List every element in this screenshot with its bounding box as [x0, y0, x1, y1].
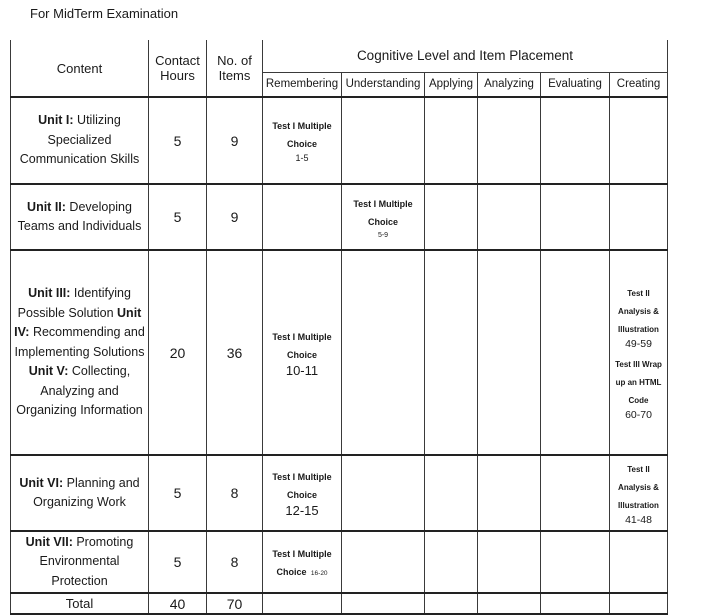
table-row-unit-2 — [11, 184, 668, 250]
understanding-cell — [342, 250, 425, 455]
creating-cell — [610, 250, 668, 455]
header-level-analyzing: Analyzing — [478, 72, 541, 97]
test-range: 5-9 — [377, 231, 389, 239]
test-placement — [263, 116, 341, 165]
items-cell: 9 — [207, 97, 263, 184]
header-level-understanding: Understanding — [342, 72, 425, 97]
contact-hours-cell: 20 — [149, 250, 207, 455]
evaluating-cell — [541, 250, 610, 455]
understanding-cell — [342, 455, 425, 531]
header-level-applying: Applying — [425, 72, 478, 97]
items-cell: 8 — [207, 455, 263, 531]
header-level-remembering: Remembering — [263, 72, 342, 97]
remembering-cell — [263, 531, 342, 593]
unit-entry — [19, 476, 139, 510]
table-row-unit-6 — [11, 455, 668, 531]
creating-cell — [610, 184, 668, 250]
test-range: 16-20 — [310, 570, 328, 577]
creating-cell — [610, 455, 668, 531]
understanding-cell — [342, 184, 425, 250]
contact-hours-cell: 5 — [149, 531, 207, 593]
creating-cell — [610, 97, 668, 184]
table-of-specifications — [10, 40, 668, 615]
test-title: Test I Multiple Choice — [272, 121, 332, 149]
test-placement — [263, 467, 341, 519]
contact-hours-cell: 5 — [149, 184, 207, 250]
remembering-cell — [263, 97, 342, 184]
understanding-cell — [342, 531, 425, 593]
test-placement — [263, 544, 341, 580]
unit-text: Promoting Environmental Protection — [39, 534, 134, 588]
test-range: 41-48 — [625, 514, 652, 526]
creating-cell — [610, 531, 668, 593]
header-cognitive-level-group: Cognitive Level and Item Placement — [263, 40, 668, 72]
header-content: Content — [11, 40, 149, 97]
table-row-units-3-4-5 — [11, 250, 668, 455]
unit-text: Collecting, Analyzing and Organizing Information — [16, 364, 143, 418]
test-placement — [610, 459, 667, 527]
test-placement — [263, 327, 341, 379]
total-items-cell: 70 — [207, 593, 263, 614]
unit-text: Utilizing Specialized Communication Skills — [19, 113, 140, 167]
test-placement — [610, 354, 667, 422]
unit-label: Unit II: — [27, 199, 66, 214]
unit-label: Unit III: — [28, 286, 71, 301]
evaluating-cell — [541, 593, 610, 614]
test-title: Test I Multiple Choice — [272, 331, 332, 360]
test-title: Test I Multiple Choice — [272, 549, 332, 577]
content-cell — [11, 455, 149, 531]
analyzing-cell — [478, 593, 541, 614]
analyzing-cell — [478, 184, 541, 250]
header-level-creating: Creating — [610, 72, 668, 97]
unit-entry — [18, 286, 131, 320]
remembering-cell — [263, 593, 342, 614]
remembering-cell — [263, 184, 342, 250]
unit-entry — [20, 113, 139, 166]
unit-label: Unit VII: — [25, 534, 73, 549]
test-title: Test II Analysis & Illustration — [618, 465, 659, 510]
analyzing-cell — [478, 455, 541, 531]
analyzing-cell — [478, 531, 541, 593]
understanding-cell — [342, 97, 425, 184]
unit-label: Unit I: — [38, 113, 74, 128]
document-title: For MidTerm Examination — [30, 6, 179, 21]
test-range: 12-15 — [285, 503, 319, 518]
test-range: 49-59 — [625, 338, 652, 350]
remembering-cell — [263, 250, 342, 455]
items-cell: 8 — [207, 531, 263, 593]
total-hours-cell: 40 — [149, 593, 207, 614]
applying-cell — [425, 455, 478, 531]
unit-text: Planning and Organizing Work — [33, 475, 140, 509]
test-range: 10-11 — [285, 362, 319, 378]
items-cell: 36 — [207, 250, 263, 455]
evaluating-cell — [541, 531, 610, 593]
unit-text: Developing Teams and Individuals — [17, 199, 142, 233]
table-row-unit-7 — [11, 531, 668, 593]
total-label-cell: Total — [11, 593, 149, 614]
applying-cell — [425, 97, 478, 184]
contact-hours-cell: 5 — [149, 97, 207, 184]
analyzing-cell — [478, 250, 541, 455]
test-range: 1-5 — [295, 153, 309, 163]
header-contact-hours: Contact Hours — [149, 40, 207, 97]
table-row-unit-1 — [11, 97, 668, 184]
creating-cell — [610, 593, 668, 614]
contact-hours-cell: 5 — [149, 455, 207, 531]
unit-entry — [16, 364, 142, 417]
applying-cell — [425, 250, 478, 455]
evaluating-cell — [541, 184, 610, 250]
unit-text: Identifying Possible Solution — [17, 286, 131, 320]
test-placement — [610, 283, 667, 351]
evaluating-cell — [541, 97, 610, 184]
content-cell — [11, 184, 149, 250]
unit-entry — [26, 535, 134, 588]
test-title: Test III Wrap up an HTML Code — [615, 360, 662, 405]
test-placement — [342, 194, 424, 241]
header-level-evaluating: Evaluating — [541, 72, 610, 97]
analyzing-cell — [478, 97, 541, 184]
header-row-top — [11, 40, 668, 72]
test-title: Test I Multiple Choice — [353, 198, 413, 227]
test-range: 60-70 — [625, 409, 652, 421]
applying-cell — [425, 531, 478, 593]
unit-label: Unit IV: — [14, 305, 142, 340]
table-row-total — [11, 593, 668, 614]
understanding-cell — [342, 593, 425, 614]
test-title: Test I Multiple Choice — [272, 472, 332, 500]
unit-label: Unit V: — [28, 364, 69, 379]
test-title: Test II Analysis & Illustration — [618, 289, 659, 334]
applying-cell — [425, 184, 478, 250]
unit-text: Recommending and Implementing Solutions — [14, 325, 145, 359]
unit-label: Unit VI: — [19, 475, 64, 490]
content-cell — [11, 97, 149, 184]
content-cell — [11, 531, 149, 593]
evaluating-cell — [541, 455, 610, 531]
header-no-of-items: No. of Items — [207, 40, 263, 97]
items-cell: 9 — [207, 184, 263, 250]
applying-cell — [425, 593, 478, 614]
unit-entry — [18, 200, 142, 234]
content-cell — [11, 250, 149, 455]
remembering-cell — [263, 455, 342, 531]
